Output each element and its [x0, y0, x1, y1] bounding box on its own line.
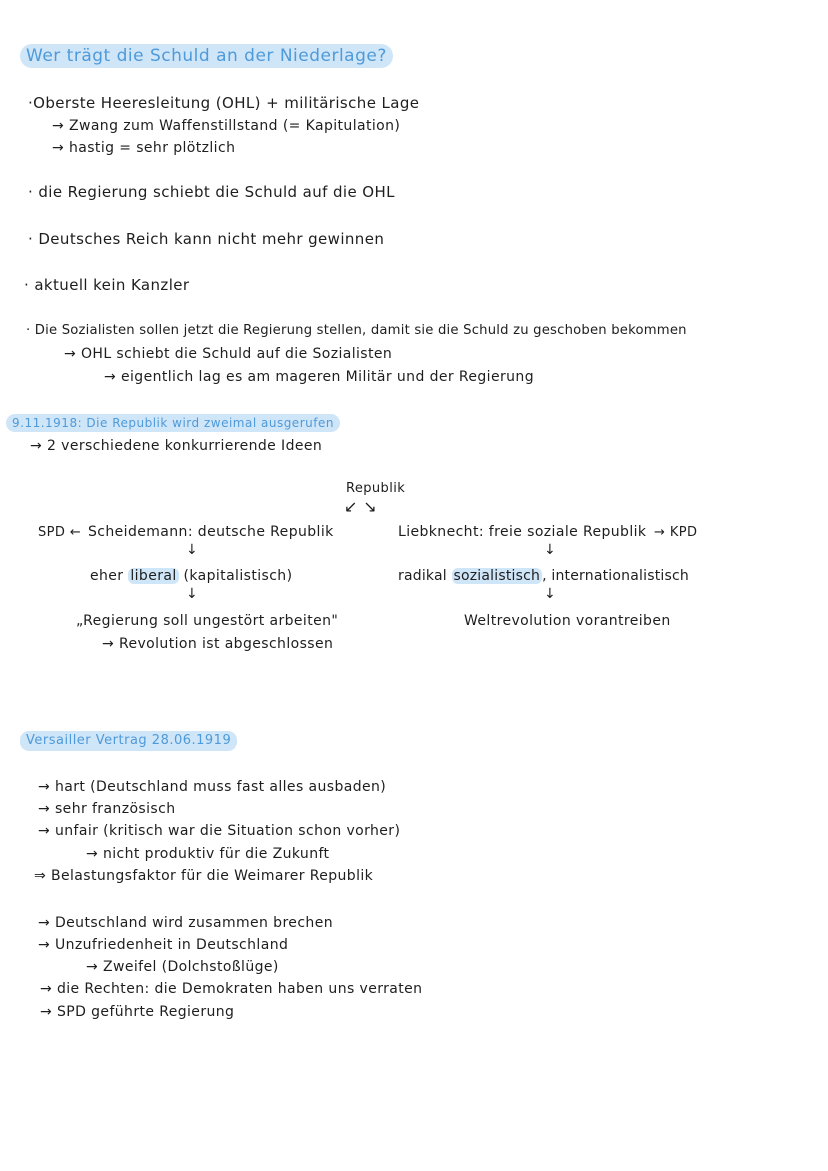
note-line: → Deutschland wird zusammen brechen: [38, 915, 333, 931]
note-line: → unfair (kritisch war die Situation schon vorher): [38, 823, 401, 839]
note-line: · Die Sozialisten sollen jetzt die Regierung stellen, damit sie die Schuld zu geschoben bekommen: [26, 323, 687, 338]
note-line: → OHL schiebt die Schuld auf die Sozialisten: [64, 346, 393, 362]
sozialistisch-highlight: sozialistisch: [453, 568, 541, 584]
note-line: · aktuell kein Kanzler: [24, 276, 190, 294]
note-line: → eigentlich lag es am mageren Militär und der Regierung: [104, 369, 534, 385]
note-line: → SPD geführte Regierung: [40, 1004, 235, 1020]
note-line: → Unzufriedenheit in Deutschland: [38, 937, 289, 953]
note-line: → 2 verschiedene konkurrierende Ideen: [30, 438, 323, 454]
section-heading-versailles: Versailler Vertrag 28.06.1919: [20, 731, 237, 751]
kpd-label: → KPD: [654, 525, 698, 540]
note-line: ⇒ Belastungsfaktor für die Weimarer Republik: [34, 868, 374, 884]
diagram-root-arrows: ↙ ↘: [344, 497, 378, 516]
liebknecht-title: Liebknecht: freie soziale Republik: [398, 524, 647, 540]
down-arrow: ↓: [186, 586, 198, 602]
desc-pre: eher: [90, 568, 124, 584]
liebknecht-goal: Weltrevolution vorantreiben: [464, 613, 671, 629]
desc-pre: radikal: [398, 568, 447, 584]
spd-label: SPD ←: [38, 525, 82, 540]
scheidemann-quote: „Regierung soll ungestört arbeiten": [76, 613, 339, 629]
down-arrow: ↓: [544, 586, 556, 602]
note-line: → Zwang zum Waffenstillstand (= Kapitulation): [52, 118, 401, 134]
note-line: · die Regierung schiebt die Schuld auf die OHL: [28, 183, 395, 201]
diagram-root: Republik: [346, 481, 406, 496]
desc-post: (kapitalistisch): [183, 568, 293, 584]
note-line: → nicht produktiv für die Zukunft: [86, 846, 330, 862]
down-arrow: ↓: [186, 542, 198, 558]
section-heading-republik: 9.11.1918: Die Republik wird zweimal ausgerufen: [6, 414, 340, 432]
scheidemann-title: Scheidemann: deutsche Republik: [88, 524, 334, 540]
scheidemann-sub: → Revolution ist abgeschlossen: [102, 636, 334, 652]
liebknecht-desc: [398, 567, 689, 585]
down-arrow: ↓: [544, 542, 556, 558]
note-line: → sehr französisch: [38, 801, 176, 817]
note-line: → hastig = sehr plötzlich: [52, 140, 236, 156]
note-line: · Deutsches Reich kann nicht mehr gewinnen: [28, 230, 385, 248]
note-line: → Zweifel (Dolchstoßlüge): [86, 959, 279, 975]
desc-post: , internationalistisch: [542, 568, 689, 584]
section-heading-schuld: Wer trägt die Schuld an der Niederlage?: [20, 44, 393, 68]
note-line: → hart (Deutschland muss fast alles ausbaden): [38, 779, 387, 795]
liberal-highlight: liberal: [130, 568, 177, 584]
scheidemann-desc: [90, 567, 292, 585]
note-line: → die Rechten: die Demokraten haben uns verraten: [40, 981, 423, 997]
note-line: ·Oberste Heeresleitung (OHL) + militärische Lage: [28, 94, 420, 112]
